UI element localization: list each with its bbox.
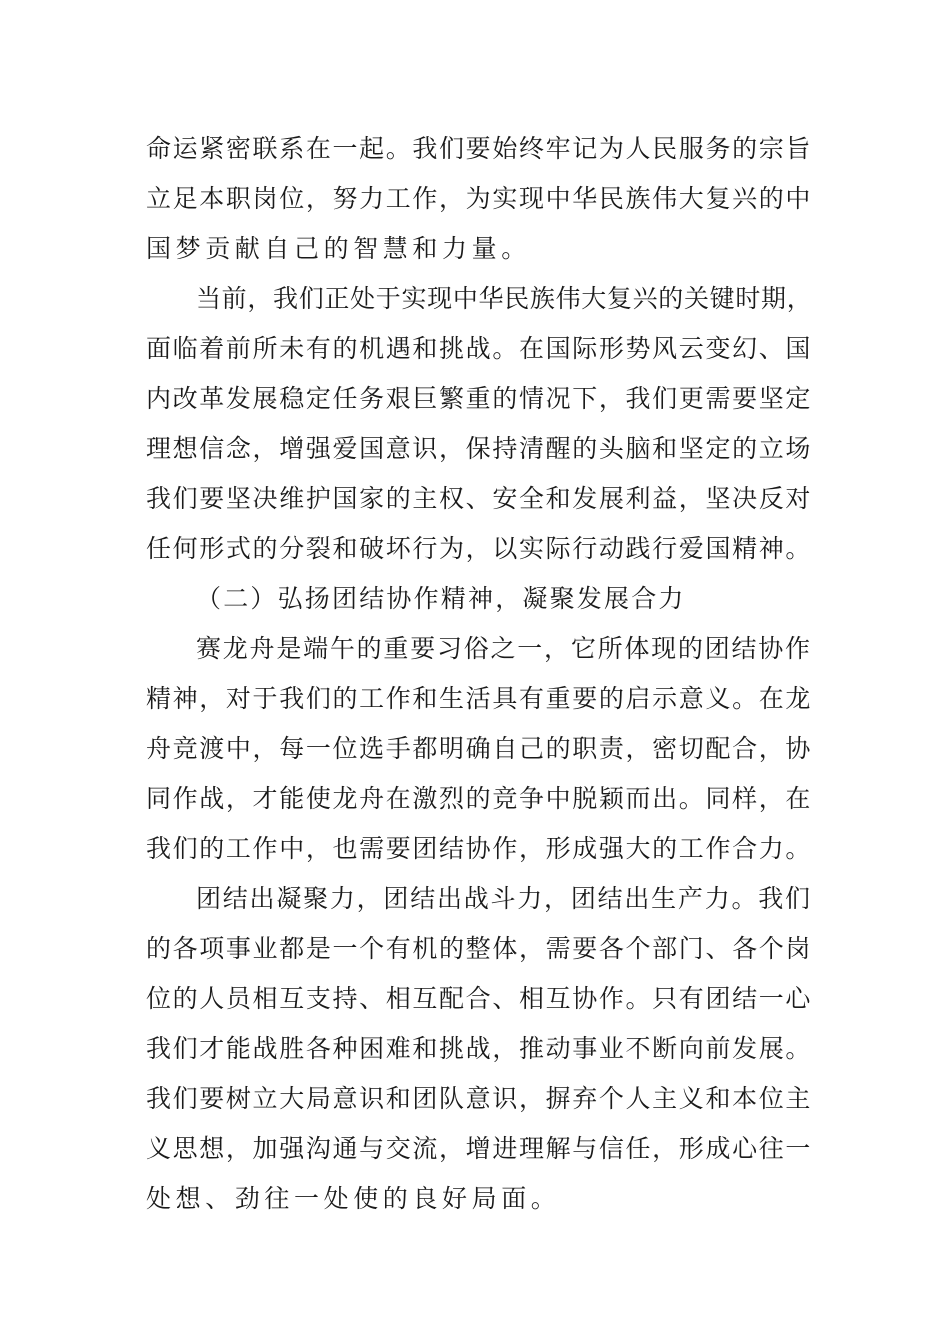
paragraph-start-line: 当前，我们正处于实现中华民族伟大复兴的关键时期， (196, 284, 813, 313)
paragraph-start-line: 团结出凝聚力，团结出战斗力，团结出生产力。我们 (196, 884, 812, 913)
paragraph-start-line: 赛龙舟是端午的重要习俗之一，它所体现的团结协作 (196, 634, 812, 663)
text-line: 处想、劲往一处使的良好局面。 (146, 1184, 561, 1213)
text-line: 面临着前所未有的机遇和挑战。在国际形势风云变幻、国 (146, 334, 813, 363)
text-line: 我们的工作中，也需要团结协作，形成强大的工作合力。 (146, 834, 813, 863)
text-line: 同作战，才能使龙舟在激烈的竞争中脱颖而出。同样，在 (146, 784, 813, 813)
section-heading: （二）弘扬团结协作精神，凝聚发展合力 (196, 584, 686, 613)
text-line: 我们要坚决维护国家的主权、安全和发展利益，坚决反对 (146, 484, 813, 513)
text-line: 立足本职岗位，努力工作，为实现中华民族伟大复兴的中 (146, 184, 813, 213)
text-line: 我们要树立大局意识和团队意识，摒弃个人主义和本位主 (146, 1084, 813, 1113)
text-line: 舟竞渡中，每一位选手都明确自己的职责，密切配合，协 (146, 734, 813, 763)
text-line: 我们才能战胜各种困难和挑战，推动事业不断向前发展。 (146, 1034, 813, 1063)
text-line: 义思想，加强沟通与交流，增进理解与信任，形成心往一 (146, 1134, 813, 1163)
text-line: 理想信念，增强爱国意识，保持清醒的头脑和坚定的立场 (146, 434, 813, 463)
text-line: 国梦贡献自己的智慧和力量。 (146, 234, 531, 263)
text-line: 精神，对于我们的工作和生活具有重要的启示意义。在龙 (146, 684, 813, 713)
text-line: 的各项事业都是一个有机的整体，需要各个部门、各个岗 (146, 934, 813, 963)
text-line: 位的人员相互支持、相互配合、相互协作。只有团结一心 (146, 984, 813, 1013)
text-line: 内改革发展稳定任务艰巨繁重的情况下，我们更需要坚定 (146, 384, 813, 413)
text-line: 任何形式的分裂和破坏行为，以实际行动践行爱国精神。 (146, 534, 813, 563)
text-line: 命运紧密联系在一起。我们要始终牢记为人民服务的宗旨 (146, 134, 813, 163)
